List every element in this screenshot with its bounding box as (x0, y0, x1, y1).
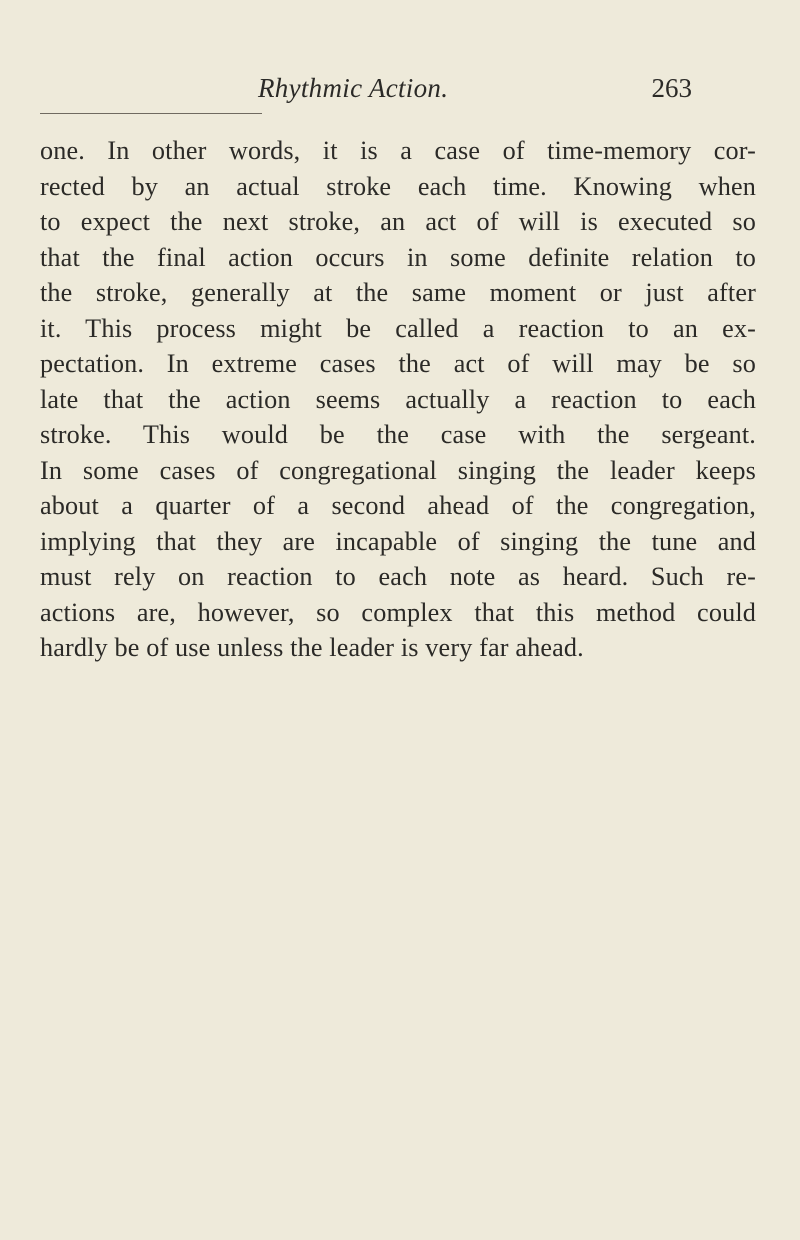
text-line-14: actions are, however, so complex that this method could (40, 597, 756, 627)
text-line-1: one. In other words, it is a case of time-memory cor- (40, 136, 756, 165)
text-line-10: In some cases of congregational singing the leader keeps (40, 455, 756, 485)
body-paragraph (40, 133, 756, 666)
text-line-15: hardly be of use unless the leader is very far ahead. (40, 633, 584, 662)
text-line-3: to expect the next stroke, an act of will is executed so (40, 207, 756, 236)
text-line-13: must rely on reaction to each note as heard. Such re- (40, 562, 756, 591)
text-line-11: about a quarter of a second ahead of the congregation, (40, 491, 756, 520)
text-line-8: late that the action seems actually a reaction to each (40, 384, 756, 414)
text-line-9: stroke. This would be the case with the sergeant. (40, 420, 756, 449)
page-number: 263 (651, 73, 692, 103)
running-title: Rhythmic Action. (258, 73, 449, 103)
text-line-12: implying that they are incapable of singing the tune and (40, 526, 756, 556)
text-line-6: it. This process might be called a reaction to an ex- (40, 313, 756, 343)
running-head (40, 70, 770, 110)
text-line-7: pectation. In extreme cases the act of will may be so (40, 349, 756, 378)
text-line-4: that the final action occurs in some definite relation to (40, 242, 756, 272)
header-rule (40, 113, 262, 114)
text-line-5: the stroke, generally at the same moment or just after (40, 278, 756, 307)
text-line-2: rected by an actual stroke each time. Knowing when (40, 171, 756, 201)
